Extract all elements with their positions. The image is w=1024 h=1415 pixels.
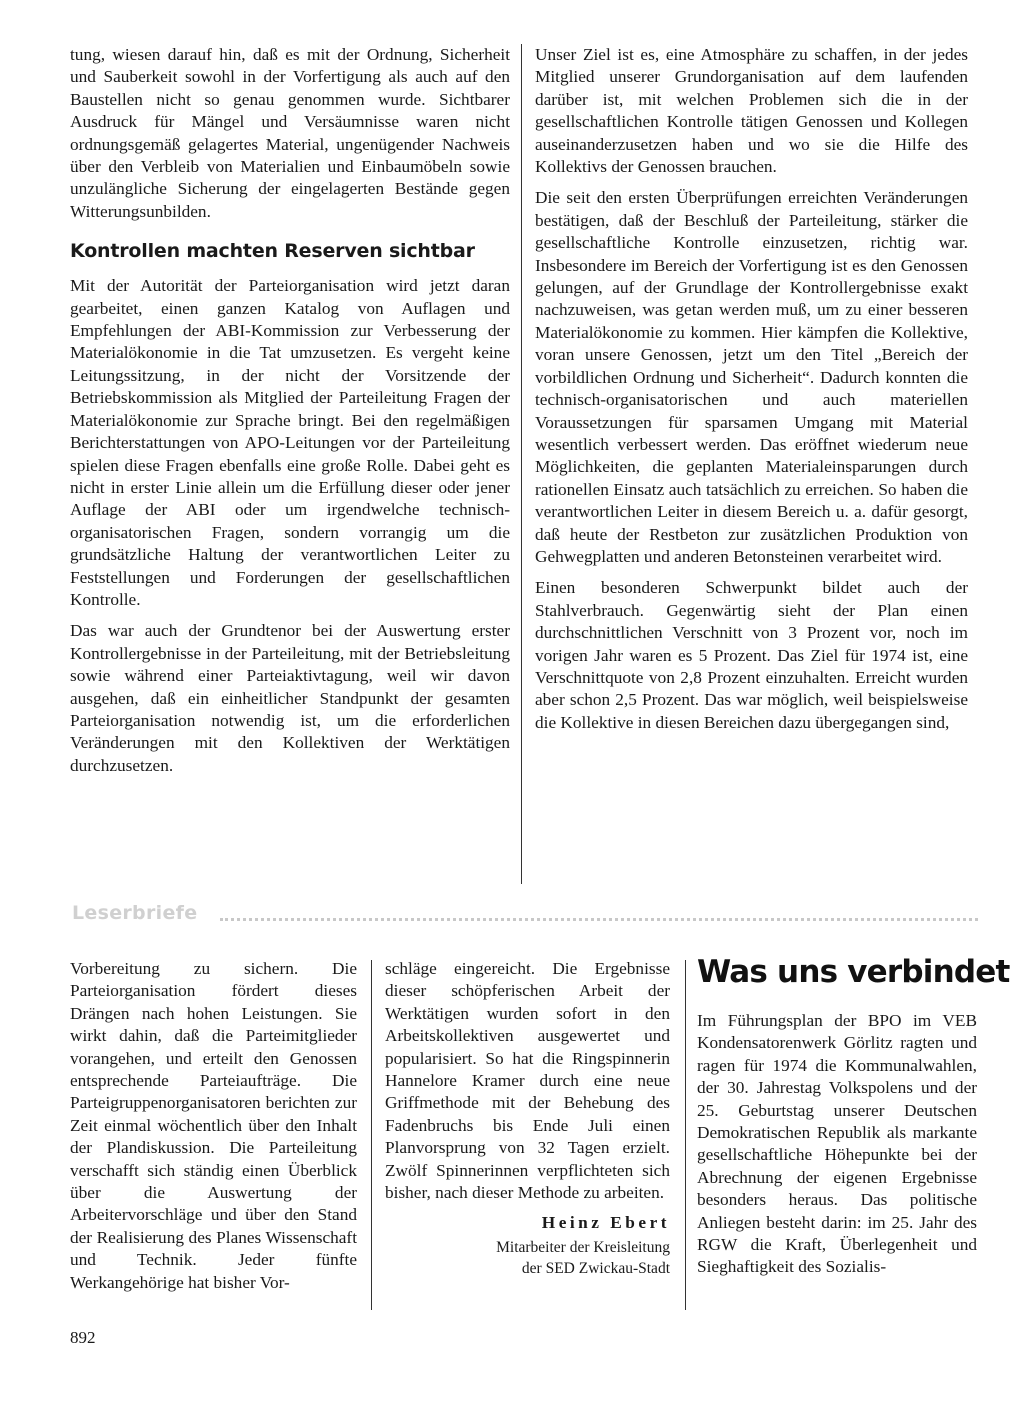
paragraph: Das war auch der Grundtenor bei der Auswertung erster Kontrollergebnisse in der Parteileitung, mit der Betriebsleitung sowie während einer Parteiaktivtagung, weil wir davon ausgehen, daß ein einheitlicher Standpunkt der gesamten Parteiorganisation notwendig ist, um die erforderlichen Veränderungen mit den Kollektiven der Werktätigen durchzusetzen. [70,621,510,775]
author-organization: der SED Zwickau-Stadt [521,1259,670,1277]
paragraph: Einen besonderen Schwerpunkt bildet auch der Stahlverbrauch. Gegenwärtig sieht der Plan einen durchschnittlichen Verschnitt von 3 Prozent vor, noch im vorigen Jahr waren es 5 Prozent. Das Ziel für 1974 ist, eine Verschnittquote von 2,8 Prozent einzuhalten. Erreicht wurden aber schon 2,5 Prozent. Das war möglich, weil beispielsweise die Kollektive in diesen Bereichen dazu übergegangen sind, [535,578,968,732]
paragraph: Im Führungsplan der BPO im VEB Kondensatorenwerk Görlitz ragten und ragen für 1974 die Kommunalwahlen, der 30. Jahrestag Volkspolens und der 25. Geburtstag unserer Deutschen Demokratischen Republik als markante gesellschaftliche Höhepunkte bei der Abrechnung der eigenen Ergebnisse besonders heraus. Das politische Anliegen besteht darin: im 25. Jahr des RGW die Kraft, Überlegenheit und Sieghaftigkeit des Sozialis- [697,1011,977,1277]
page-number: 892 [70,1328,96,1347]
paragraph: tung, wiesen darauf hin, daß es mit der Ordnung, Sicherheit und Sauberkeit sowohl in der Vorfertigung als auch auf den Baustellen nicht so genau genommen wurde. Sichtbarer Ausdruck für Mängel und Versäumnisse waren nicht ordnungsgemäß gelagertes Material, ungenügender Nachweis über den Verbleib von Materialien und Einbaumöbeln sowie unzulängliche Sicherung der eingelagerten Bestände gegen Witterungsunbilden. [70,45,510,221]
column-divider [685,960,686,1310]
letter-column-left [70,958,357,1294]
letter-column-middle [385,958,670,1279]
letter-headline: Was uns verbindet [697,954,1010,990]
section-header [70,904,978,930]
paragraph: schläge eingereicht. Die Ergebnisse dieser schöpferischen Arbeit der Werktätigen wurden sofort in den Arbeitskollektiven ausgewertet und popularisiert. So hat die Ringspinnerin Hannelore Kramer durch eine neue Griffmethode mit der Behebung des Fadenbruchs bis Ende Juli einen Planvorsprung von 32 Tagen erzielt. Zwölf Spinnerinnen verpflichteten sich bisher, nach dieser Methode zu arbeiten. [385,959,670,1203]
section-rule [220,918,978,921]
paragraph: Unser Ziel ist es, eine Atmosphäre zu schaffen, in der jedes Mitglied unserer Grundorganisation auf dem laufenden darüber ist, mit welchen Problemen sich die in der gesellschaftlichen Kontrolle tätigen Genossen und Kollegen auseinanderzusetzen haben und wo sie die Hilfe des Kollektivs der Genossen brauchen. [535,45,968,177]
letter-column-right [697,1010,977,1279]
column-divider [521,44,522,884]
author-name: Heinz Ebert [541,1213,670,1233]
paragraph: Die seit den ersten Überprüfungen erreichten Veränderungen bestätigen, daß der Beschluß der Parteileitung, stärker die gesellschaftliche Kontrolle einzusetzen, richtig war. Insbesondere im Bereich der Vorfertigung ist es den Genossen gelungen, auf der Grundlage der Kontrollergebnisse exakt nachzuweisen, was getan werden muß, um zu einer besseren Materialökonomie zu kommen. Hier kämpfen die Kollektive, voran unsere Genossen, jetzt um den Titel „Bereich der vorbildlichen Ordnung und Sicherheit“. Dadurch konnten die technisch-organisatorischen und auch materiellen Voraussetzungen für sparsamen Umgang mit Material wesentlich verbessert werden. Das eröffnet wiederum neue Möglichkeiten, die geplanten Materialeinsparungen durch rationellen Einsatz auch tatsächlich zu erreichen. So haben die verantwortlichen Leiter in diesem Bereich u. a. dafür gesorgt, daß heute der Restbeton zur zusätzlichen Produktion von Gehwegplatten und anderen Betonsteinen verarbeitet wird. [535,188,968,566]
column-divider [371,960,372,1310]
paragraph: Mit der Autorität der Parteiorganisation wird jetzt daran gearbeitet, einen ganzen Katalog von Auflagen und Empfehlungen der ABI-Kommission zur Verbesserung der Materialökonomie in die Tat umzusetzen. Es vergeht keine Leitungssitzung, in der nicht der Vorsitzende der Betriebskommission als Mitglied der Parteileitung Fragen der Materialökonomie zur Sprache bringt. Bei den regelmäßigen Berichterstattungen von APO-Leitungen vor der Parteileitung spielen diese Fragen ebenfalls eine große Rolle. Dabei geht es nicht in erster Linie allein um die Erfüllung dieser oder jener Auflage der ABI oder um irgendwelche technisch-organisatorischen Fragen, sondern vorrangig um die grundsätzliche Haltung der verantwortlichen Leiter zu Feststellungen und Forderungen der gesellschaftlichen Kontrolle. [70,276,510,609]
paragraph: Vorbereitung zu sichern. Die Parteiorganisation fördert dieses Drängen nach hohen Leistungen. Sie wirkt dahin, daß die Parteimitglieder vorangehen, und erteilt den Genossen entsprechende Parteiaufträge. Die Parteigruppenorganisatoren berichten zur Zeit einmal wöchentlich über den Inhalt der Plandiskussion. Die Parteileitung verschafft sich ständig einen Überblick über die Auswertung der Arbeitervorschläge und über den Stand der Realisierung des Planes Wissenschaft und Technik. Jeder fünfte Werkangehörige hat bisher Vor- [70,959,357,1292]
article-column-right [535,44,968,734]
author-role: Mitarbeiter der Kreisleitung [496,1238,670,1256]
article-column-left [70,44,510,777]
subheading: Kontrollen machten Reserven sichtbar [70,240,475,263]
section-label: Leserbriefe [72,902,198,924]
